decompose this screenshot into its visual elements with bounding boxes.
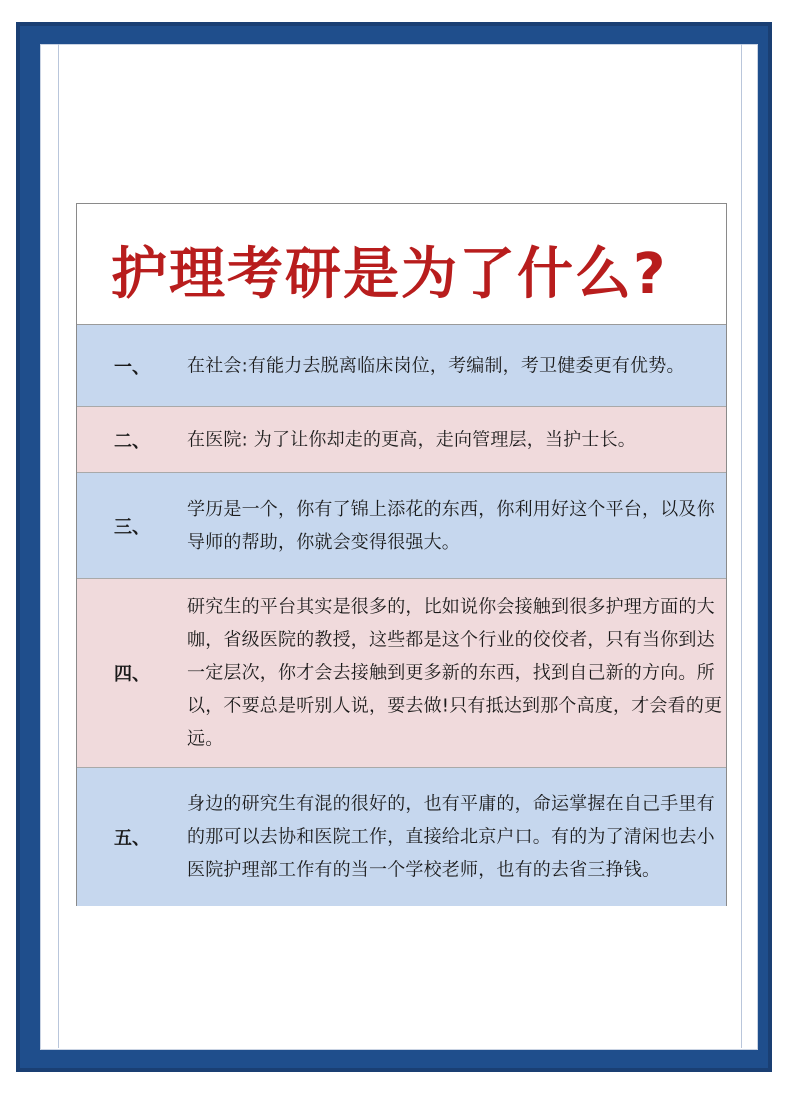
list-item [77,768,726,906]
content-card [76,203,727,906]
item-number: 五、 [114,828,150,849]
list-item [77,579,726,768]
list-item [77,473,726,579]
item-number: 三、 [114,516,150,538]
item-text: 学历是一个，你有了锦上添花的东西，你利用好这个平台，以及你导师的帮助，你就会变得很强大。 [187,498,715,553]
item-text: 在医院: 为了让你却走的更高，走向管理层，当护士长。 [187,429,636,450]
list-item [77,325,726,407]
item-number: 一、 [114,356,150,378]
title-bar [77,204,726,325]
item-number: 二、 [114,430,150,452]
item-text: 身边的研究生有混的很好的，也有平庸的，命运掌握在自己手里有的那可以去协和医院工作，直接给北京户口。有的为了清闲也去小医院护理部工作有的当一个学校老师，也有的去省三挣钱。 [187,793,715,881]
page-title: 护理考研是为了什么? [111,242,668,307]
item-text: 在社会:有能力去脱离临床岗位，考编制，考卫健委更有优势。 [187,355,685,376]
list-item [77,407,726,473]
item-text: 研究生的平台其实是很多的，比如说你会接触到很多护理方面的大咖，省级医院的教授，这些都是这个行业的佼佼者，只有当你到达一定层次，你才会去接触到更多新的东西，找到自己新的方向。所以，不要总是听别人说，要去做!只有抵达到那个高度，才会看的更远。 [187,596,723,750]
item-number: 四、 [114,664,150,685]
